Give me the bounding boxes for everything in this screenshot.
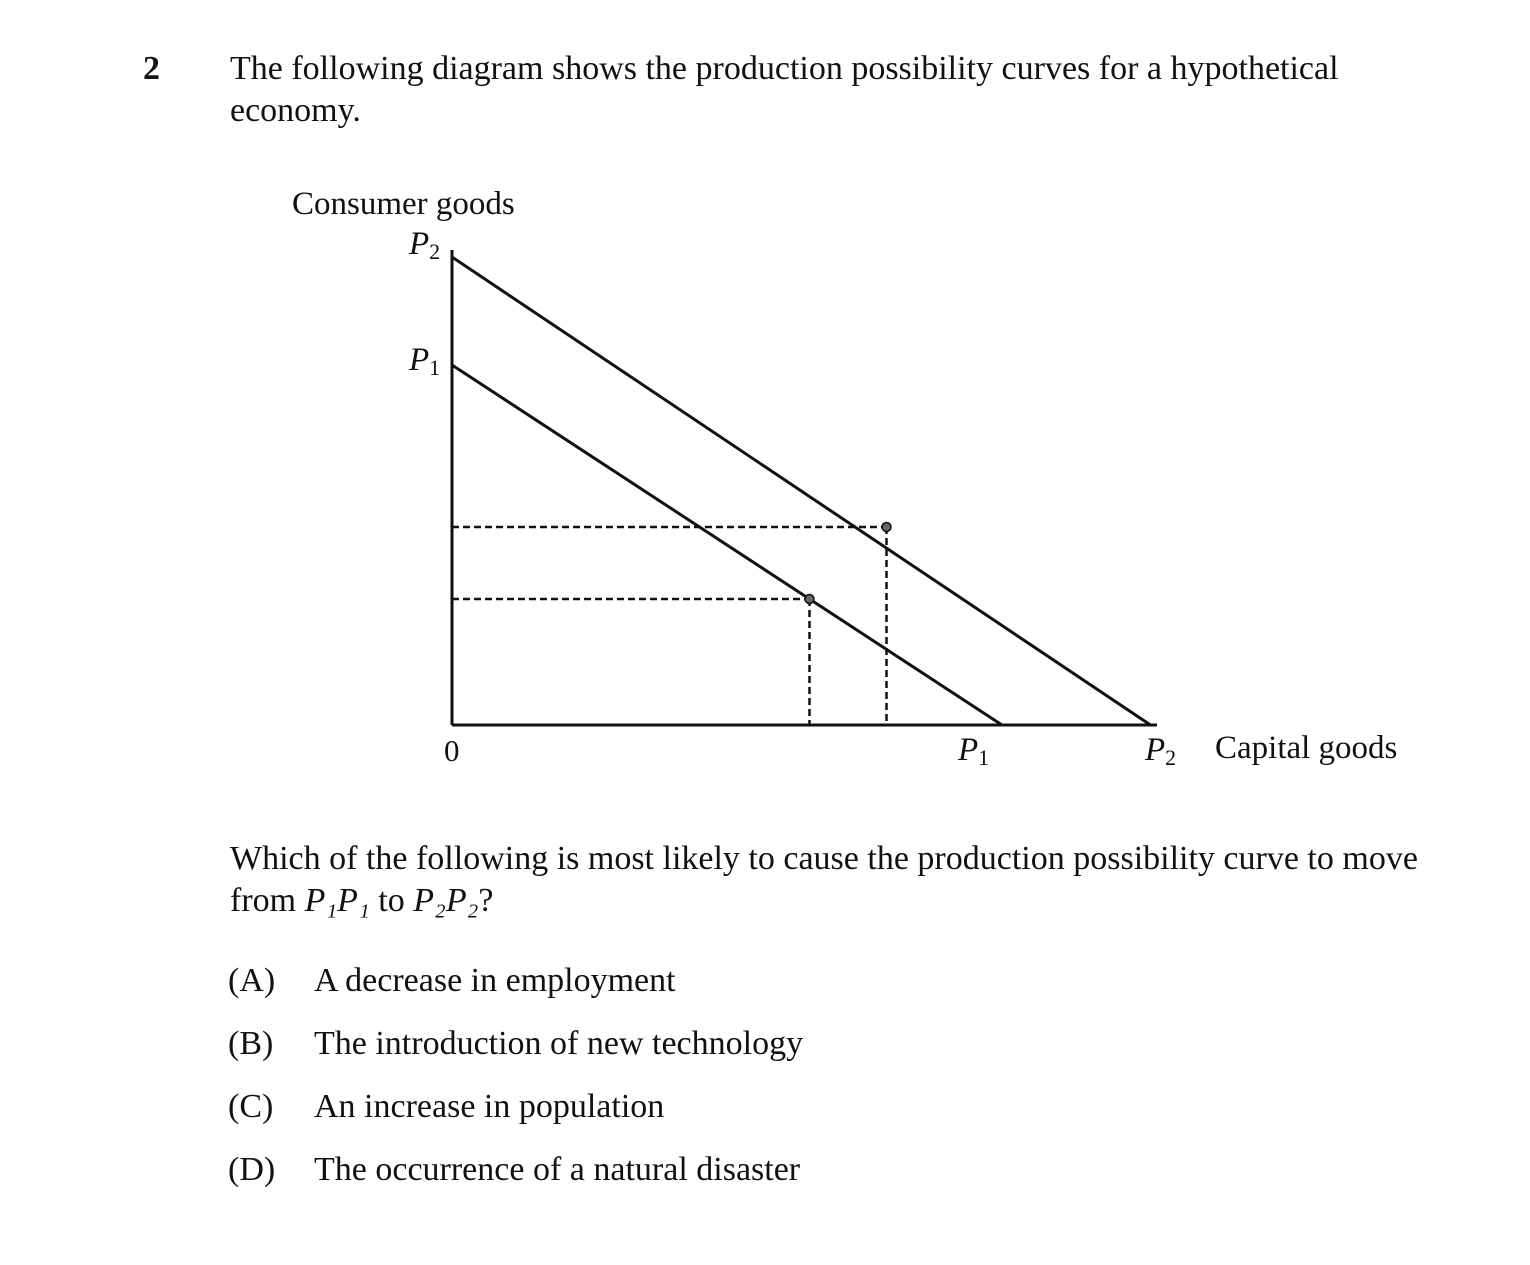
curve-label-p1-y: P1: [409, 342, 441, 380]
option-a[interactable]: [228, 962, 803, 1025]
ppc-curve-p2: [452, 257, 1151, 725]
production-point-p2: [882, 523, 891, 532]
option-key: (C): [228, 1088, 274, 1125]
point-guides: [452, 527, 887, 725]
question-prompt: [230, 838, 1430, 922]
option-text: An increase in population: [314, 1088, 665, 1125]
option-d[interactable]: [228, 1151, 803, 1214]
production-points: [805, 523, 891, 604]
option-key: (B): [228, 1025, 274, 1062]
prompt-mid-text: to: [369, 882, 414, 919]
prompt-end-text: ?: [478, 882, 494, 919]
origin-label: 0: [444, 733, 460, 768]
y-axis-label: Consumer goods: [292, 186, 515, 222]
curve-label-p2-x: P2: [1145, 732, 1177, 770]
answer-options: [228, 962, 803, 1214]
question-number: 2: [143, 50, 160, 87]
prompt-text: Which of the following is most likely to cause the production possibility curve to move from: [230, 840, 1418, 919]
x-axis-label: Capital goods: [1215, 730, 1398, 766]
ppc-curves: [452, 257, 1151, 725]
question-stem: The following diagram shows the production possibility curves for a hypothetical economy.: [230, 50, 1339, 129]
option-text: The occurrence of a natural disaster: [314, 1151, 801, 1188]
option-text: The introduction of new technology: [314, 1025, 804, 1062]
prompt-from-curve: P₁P₁: [304, 882, 370, 919]
option-text: A decrease in employment: [314, 962, 676, 999]
option-key: (A): [228, 962, 276, 999]
curve-label-p2-y: P2: [409, 226, 441, 264]
option-b[interactable]: [228, 1025, 803, 1088]
option-key: (D): [228, 1151, 276, 1188]
prompt-to-curve: P₂P₂: [413, 882, 479, 919]
option-c[interactable]: [228, 1088, 803, 1151]
production-point-p1: [805, 595, 814, 604]
ppc-curve-p1: [452, 365, 1002, 725]
curve-label-p1-x: P1: [958, 732, 990, 770]
